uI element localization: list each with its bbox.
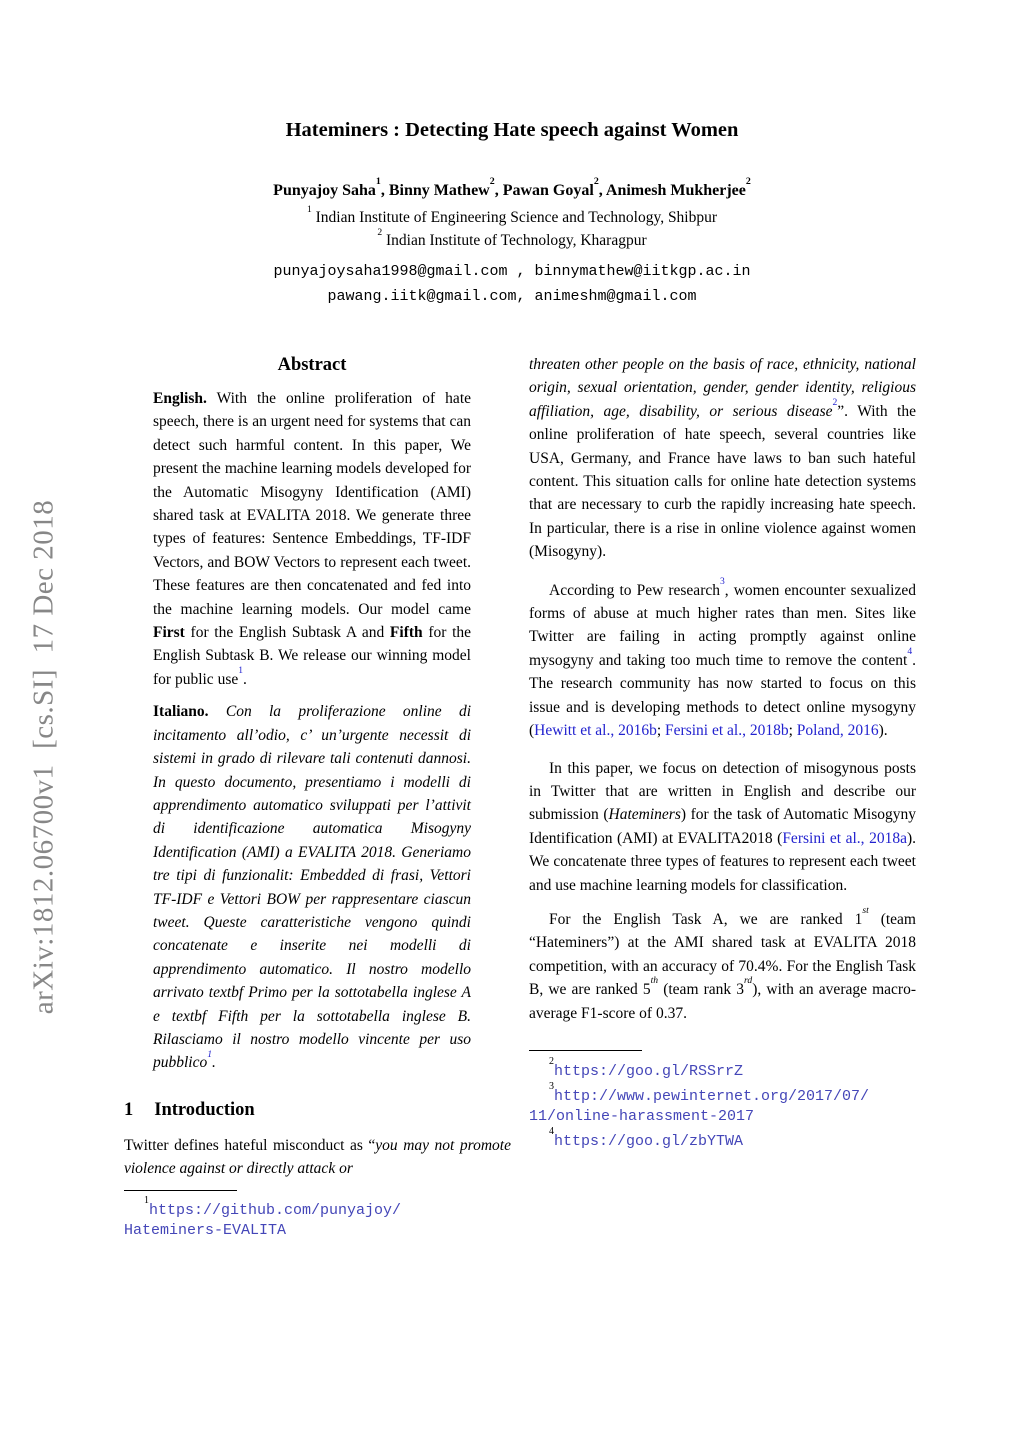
footnote-url[interactable]: http://www.pewinternet.org/2017/07/11/online-harassment-2017 [529,1087,870,1125]
footnote-url[interactable]: https://goo.gl/RSSrrZ [554,1062,744,1080]
abstract-italian: Italiano. Con la proliferazione online di incitamento all’odio, c’ un’urgente necessit di sistemi in grado di rilevare tali contenuti dannosi. In questo documento, presentiamo i modelli di apprendimento automatico sviluppati per l’attivit di identificazione automatica Misogyny Identification (AMI) a EVALITA 2018. Generiamo tre tipi di funzionalit: Embedded di frasi, Vettori TF-IDF e Vettori BOW per rappresentare ciascun tweet. Queste caratteristiche vengono quindi concatenate e inserite nei modelli di apprendimento automatico. Il nostro modello arrivato textbf Primo per la sottotabella inglese A e textbf Fifth per la sottotabella inglese B. Rilasciamo il nostro modello vincente per uso pubblico$^1$. [153,703,471,1072]
footnote-rule [124,1190,237,1191]
citation-link[interactable]: Hewitt et al., 2016b [534,722,657,740]
email-line-1: punyajoysaha1998@gmail.com , binnymathew@iitkgp.ac.in [273,263,751,280]
footnote-3: $^3$http://www.pewinternet.org/2017/07/11/online-harassment-2017 [529,1081,870,1125]
footnote-ref-2[interactable]: 2 [832,397,838,409]
footnote-4: $^4$https://goo.gl/zbYTWA [549,1126,744,1150]
paragraph-pew-research: According to Pew research$^3$, women encounter sexualized forms of abuse at much higher rates than men. Sites like Twitter are failing in acting promptly against online mysogyny and taking too much time to remove the content$^4$. The research community has now started to focus on this issue and is developing methods to detect online mysogyny (Hewitt et al., 2016b; Fersini et al., 2018b; Poland, 2016). [529,576,916,740]
footnote-url[interactable]: https://github.com/punyajoy/Hateminers-EVALITA [124,1201,402,1239]
introduction-paragraph: Twitter defines hateful misconduct as “you may not promote violence against or directly attack or [124,1136,511,1178]
citation-link[interactable]: Poland, 2016 [796,722,879,740]
paper-header [0,118,1024,309]
affiliation-1: $^1$ Indian Institute of Engineering Science and Technology, Shibpur [306,203,718,226]
email-block [0,259,1024,309]
right-column [529,353,916,1152]
abstract [153,355,471,1075]
paragraph-results: For the English Task A, we are ranked 1st (team “Hateminers”) at the AMI shared task at EVALITA 2018 competition, with an accuracy of 70.4%. For the English Task B, we are ranked 5th (team rank 3rd), with an average macro-average F1-score of 0.37. [529,904,916,1022]
footnote-ref-1[interactable]: 1 [207,1048,213,1060]
section-heading-introduction: 1 Introduction [124,1099,255,1120]
affiliations [0,203,1024,252]
author: Punyajoy Saha$^1$, [273,176,389,199]
abstract-english: English. With the online proliferation of hate speech, there is an urgent need for systems that can detect such harmful content. In this paper, We present the machine learning models developed for the Automatic Misogyny Identification (AMI) shared task at EVALITA 2018. We generate three types of features: Sentence Embeddings, TF-IDF Vectors, and BOW Vectors to represent each tweet. These features are then concatenated and fed into the machine learning models. Our model came First for the English Subtask A and Fifth for the English Subtask B. We release our winning model for public use$^1$. [153,390,472,688]
citation-link[interactable]: Fersini et al., 2018a [782,829,907,847]
footnote-ref-4[interactable]: 4 [907,646,913,658]
left-column [124,355,511,1241]
author: Animesh Mukherjee$^2$ [605,176,751,199]
author: Binny Mathew$^2$, [388,176,503,199]
email-line-2: pawang.iitk@gmail.com, animeshm@gmail.com [327,288,697,305]
abstract-heading: Abstract [277,355,347,375]
footnote-url[interactable]: https://goo.gl/zbYTWA [554,1132,744,1150]
author-line [0,176,1024,200]
affiliation-2: $^2$ Indian Institute of Technology, Kharagpur [377,226,647,249]
paragraph-this-paper: In this paper, we focus on detection of misogynous posts in Twitter that are written in English and describe our submission (Hateminers) for the task of Automatic Misogyny Identification (AMI) at EVALITA2018 (Fersini et al., 2018a). We concatenate three types of features to represent each tweet and use machine learning models for classification. [529,759,916,894]
citation-link[interactable]: Fersini et al., 2018b [665,722,789,740]
footnote-ref-3[interactable]: 3 [719,576,725,588]
author: Pawan Goyal$^2$, [502,176,606,199]
footnote-2: $^2$https://goo.gl/RSSrrZ [549,1056,744,1080]
paragraph-continuation: threaten other people on the basis of race, ethnicity, national origin, sexual orientation, gender, gender identity, religious affiliation, age, disability, or serious disease$^2$”. With the online proliferation of hate speech, several countries like USA, Germany, and France have laws to ban such hateful content. This situation calls for online hate detection systems that are necessary to curb the rapidly increasing hate speech. In particular, there is a rise in online violence against women (Misogyny). [529,356,916,561]
footnote-1: $^1$https://github.com/punyajoy/Hateminers-EVALITA [124,1195,402,1239]
footnote-ref-1[interactable]: 1 [238,665,244,677]
paper-title: Hateminers : Detecting Hate speech against Women [285,119,739,141]
footnote-rule [529,1050,642,1051]
arxiv-watermark: arXiv:1812.06700v1 [cs.SI] 17 Dec 2018 [27,499,60,1015]
